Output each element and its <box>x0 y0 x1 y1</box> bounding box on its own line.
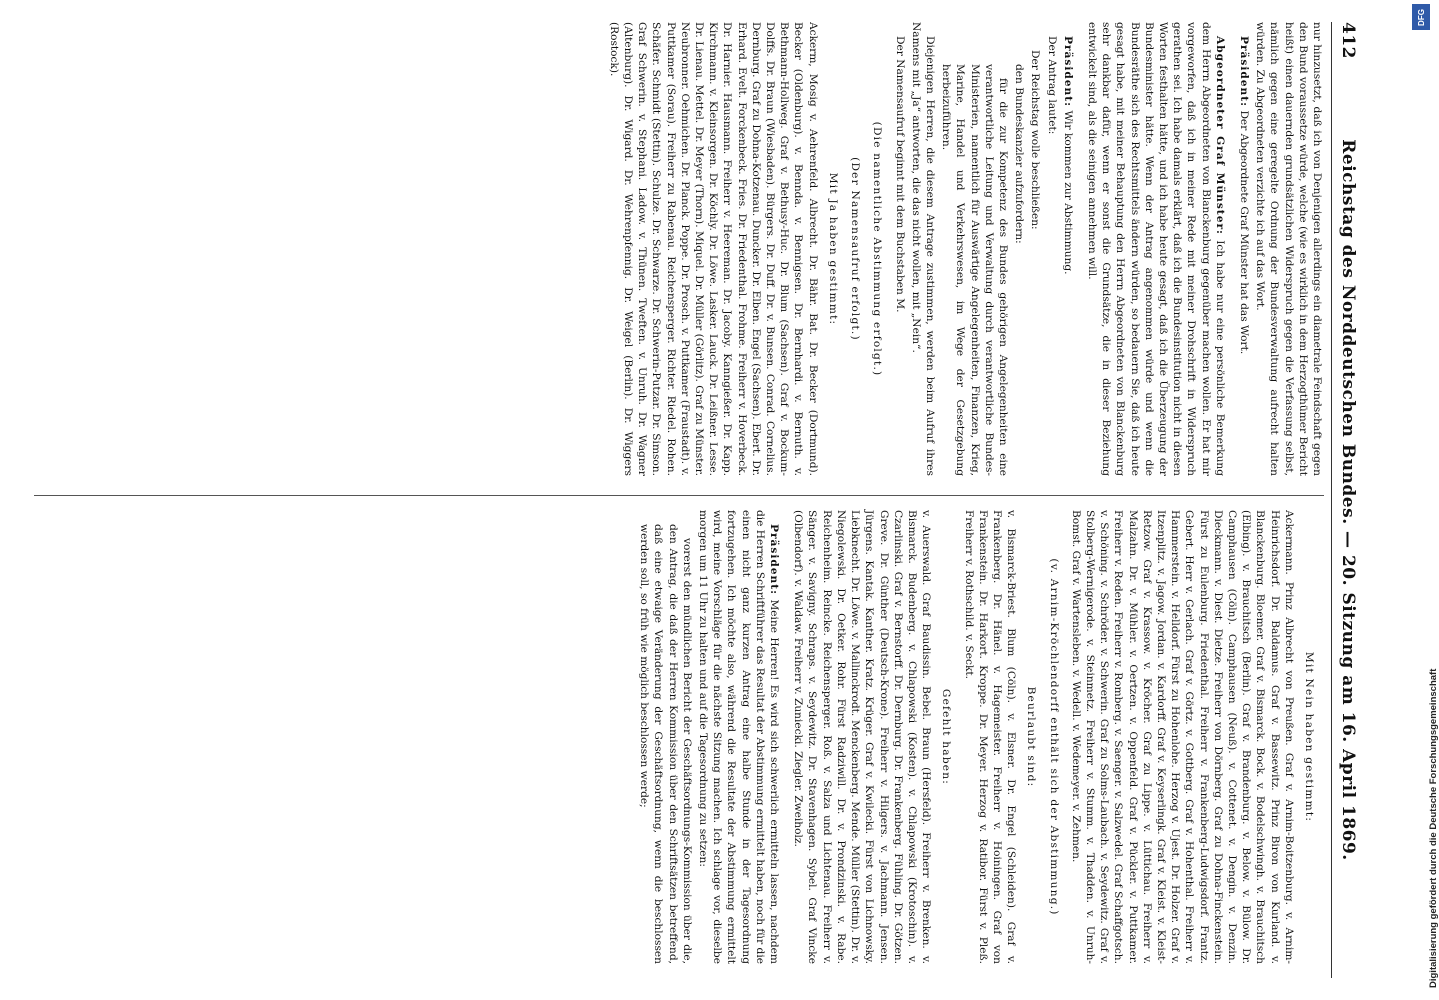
paragraph: Der Namensaufruf beginnt mit dem Buchstaben M. <box>893 36 906 313</box>
header-rule <box>1331 22 1332 978</box>
column-rule <box>34 495 1324 496</box>
paragraph: für die zur Kompetenz des Bundes gehörigen Angelegenheiten eine verantwortliche Leitung und Verwaltung durch verantwortliche Bundes-Ministerien, namentlich für Auswärtige Angelegenheiten, Finanzen, Krieg, Marine, Handel und Verkehrswesen, im Wege der Gesetzgebung herbeizuführen. <box>940 64 1009 476</box>
stage-direction: (v. Arnim-Kröchlendorff enthält sich der Abstimmung.) <box>1047 558 1060 916</box>
section-heading: Mit Ja haben gestimmt: <box>826 172 839 326</box>
name-list: v. Auerswald. Graf Baudissin. Bebel. Braun (Hersfeld). Freiherr v. Brenken. v. Bismarck. Budenberg. v. Chlapowski (Kosten). v. Chlapowski (Krotoschin). v. Czarlinski. Graf v. Bernstorff. Dr. Dernburg. Dr. Frankenberg. Fühling. Dr. Götzen. Greve. Dr. Günther (Deutsch-Krone). Freiherr v. Hilgers. v. Jachmann. Jensen. Jürgens. Kantak. Kanther. Kratz. Krüger. Graf v. Kwilecki. Fürst von Lichnowsky. Liebknecht. Dr. Löwe. v. Mallinckrodt. Menckenberg. Mende. Müller (Stettin). Dr. v. Niegolewski. Dr. Oetker. Rohr. Fürst Radziwill. Dr. v. Prondzinski. v. Rabe. Reichenheim. Reincke. Reichensperger. Roß. v. Salza und Lichtenau. Freiherr v. Sänger. v. Savigny. Schraps. v. Seydewitz. Dr. Stavenhagen. Sybel. Graf Vincke (Olbendorf). v. Waldaw. Freiherr v. Zuniecki. Ziegler. Zweiholz. <box>792 510 933 964</box>
stage-direction: (Der Namensaufruf erfolgt.) <box>849 157 862 341</box>
section-heading: Beurlaubt sind: <box>1025 686 1038 788</box>
running-header <box>1334 22 1360 978</box>
right-column <box>635 510 1324 964</box>
speaker: Präsident: <box>1237 36 1250 108</box>
dfg-logo: DFG <box>1412 4 1430 30</box>
paragraph: nur hinzusetzt, daß ich von Denjenigen allerdings ein diametrale Feindschaft gegen den Bund voraussetze würde, welche (wie es wirklich in dem Herzogthümer Bericht heißt) einen dauernden grundsätzlichen Widerspruch gegen die Verfassung selbst, nämlich gegen eine geregelte Ordnung der Bundesverwaltung aufrecht halten würden. Zu Abgeordneten verzichte ich auf das Wort. <box>1254 22 1323 476</box>
paragraph: Diejenigen Herren, die diesem Antrage zustimmen, werden beim Aufruf ihres Namens mit „Ja“ antworten, die das nicht wollen, mit „Nein“. <box>909 22 936 476</box>
name-list: Ackerm, Mosig v. Aehrenfeld. Albrecht. Dr. Bähr. Bat. Dr. Becker (Dortmund). Becker (Oldenburg). v. Bennda. v. Bennigsen. Dr. Bernhardi. v. Bernuth. v. Bethmann-Hollweg. Graf v. Bethusy-Huc. Dr. Blum (Sachsen). Graf v. Bockum-Dolffs. Dr. Braun (Wiesbaden). Bürgers. Dr. Duff. Dr. v. Bunsen. Conrad. Cornelius. Dernburg. Graf zu Dohna-Kotzenau. Duncker. Dr. Elben. Engel (Sachsen). Ebert. Dr. Erhard. Evelt. Forckenbeck. Fries. Dr. Friedenthal. Frohme. Freiherr v. Hoverbeck. Dr. Harnier. Hausmann. Freiherr v. Heereman. Dr. Jacoby. Kanngießer. Dr. Kapp. Kirchmann. v. Kleinsorgen. Dr. Köchly. Dr. Löwe. Lasker. Lauck. Dr. Leißner. Lesse. Dr. Lienau. Mettel. Dr. Meyer (Thorn). Miquel. Dr. Müller (Görlitz). Graf zu Münster. Neubronner. Oehmichen. Dr. Planck. Poppe. Dr. Prosch. v. Puttkamer (Fraustadt). v. Puttkamer (Sorau). Freiherr zu Rabenau. Reichensperger. Richter. Riedel. Rohen. Schäfer. Schmidt (Stettin). Schulze. Dr. Schwarze. Dr. Schwerin-Putzar. Dr. Simson. Graf Schwerin. v. Stephani. Ladow. v. Thünen. Tweften. v. Unruh. Dr. Wagner (Altenburg). Dr. Wigard. Dr. Wehrenpfennig. Dr. Weigel (Berlin). Dr. Wiggers (Rostock). <box>607 22 819 476</box>
paragraph-text: Ich habe nur eine persönliche Bemerkung dem Herrn Abgeordneten von Blanckenburg gegenüber machen wollen. Er hat mir vorgeworfen, daß ich in meiner Rede mit meiner Drohschrift in Widerspruch gerathen sei. Ich habe damals erklärt, daß ich die Bundesinstitution nicht in diesen Worten festhalten hätte, und ich habe heute gesagt, daß ich die Überzeugung der Bundesminister hätte. Wenn der Antrag angenommen würde und wenn die Bundesräthe sich des Rechtsmittels ändern würden, so bedauern Sie, daß ich heute gesagt habe, mit meiner Behauptung den Herrn Abgeordneten von Blanckenburg sehr dankbar dafür, wenn er sonst die Grundsätze, die in dieser Beziehung entwickelt sind, als die seinigen annehmen will. <box>1085 22 1226 476</box>
paragraph: Der Reichstag wolle beschließen: <box>1029 50 1042 230</box>
name-list: Ackermann. Prinz Albrecht von Preußen. Graf v. Arnim-Boitzenburg. v. Arnim-Heinrichsdorf. Dr. Baldamus. Graf v. Bassewitz. Prinz Biron von Kurland. v. Blanckenburg. Bloemer. Graf v. Bismarck. Bock. v. Bodelschwingh. v. Brauchitsch (Elbing). v. Brauchitsch (Berlin). Graf v. Brandenburg. v. Below. v. Bülow. Dr. Camphausen (Cöln). Camphausen (Neuß). v. Cottenet. v. Dengin. v. Denzin. Dieckmann. v. Diest. Dietze. Freiherr von Dörnberg. Graf zu Dohna-Finckenstein. Fürst zu Eulenburg. Friedenthal. Freiherr v. Frankenberg-Ludwigsdorf. Frantz. Gebert. Herr v. Gerlach. Graf v. Görtz. v. Gottberg. Graf v. Hohenthal. Freiherr v. Hammerstein. v. Helldorf. Fürst zu Hohenlohe. Herzog v. Ujest. Dr. Holzer. Graf v. Itzenplitz. v. Jagow. Jordan. v. Kardorff. Graf v. Keyserlingk. Graf v. Kleist. v. Kleist-Retzow. Graf v. Krassow. v. Kröcher. Graf zu Lippe. v. Lüttichau. Freiherr v. Malzahn. Dr. v. Mühler. v. Oertzen. v. Oppenfeld. Graf v. Pückler. v. Puttkamer. Freiherr v. Reden. Freiherr v. Romberg. v. Saenger. v. Salzwedel. Graf Schaffgotsch. v. Schöning. v. Schröder. v. Schwerin. Graf zu Solms-Laubach. v. Seydewitz. Graf v. Stolberg-Wernigerode. v. Steinmetz. Freiherr v. Stumm. v. Thadden. v. Unruh-Bomst. Graf v. Wartensleben. v. Wedell. v. Wedemeyer. v. Zehmen. <box>1069 510 1295 964</box>
speaker: Präsident: <box>1061 36 1074 108</box>
left-column <box>605 22 1324 476</box>
paragraph <box>1237 22 1251 476</box>
paragraph: Der Antrag lautet: <box>1045 36 1058 135</box>
paragraph-text: Meine Herren! Es wird sich schwerlich ermitteln lassen, nachdem die Herren Schriftführer das Resultat der Abstimmung ermittelt haben, noch für die einen nicht ganz kurzen Antrag eine halbe Stunde in der Tagesordnung fortzugehen. Ich möchte also, während die Resultate der Abstimmung ermittelt wird, meine Vorschläge für die nächste Sitzung machen. Ich schlage vor, dieselbe morgen um 11 Uhr zu halten und auf die Tagesordnung zu setzen: <box>697 510 781 965</box>
paragraph <box>1085 22 1227 476</box>
page-number: 412 <box>1338 22 1358 59</box>
speaker: Präsident: <box>768 524 781 596</box>
paragraph-text: Der Abgeordnete Graf Münster hat das Wort. <box>1237 110 1250 355</box>
credit-text: Digitalisierung gefördert durch die Deutsche Forschungsgemeinschaft <box>1428 668 1439 988</box>
paragraph <box>696 510 781 964</box>
name-list: v. Bismarck-Briest. Blum (Cöln). v. Elsner. Dr. Engel (Schleiden). Graf v. Frankenberg. Dr. Hänel. v. Hagemeister. Freiherr v. Hoiningen. Graf von Frankenstein. Dr. Harkort. Kroppe. Dr. Meyer. Herzog v. Ratibor. Fürst v. Pleß. Freiherr v. Rothschild. v. Seckt. <box>962 510 1018 964</box>
stage-direction: (Die namentliche Abstimmung erfolgt.) <box>871 121 884 377</box>
header-title: Reichstag des Norddeutschen Bundes. — 20. Sitzung am 16. April 1869. <box>1338 139 1358 861</box>
paragraph <box>1061 22 1075 476</box>
paragraph: den Bundeskanzler aufzufordern: <box>1013 64 1026 244</box>
page-content <box>20 22 1360 978</box>
section-heading: Gefehlt haben: <box>940 688 953 786</box>
paragraph: vorerst den mündlichen Bericht der Geschäftsordnungs-Kommission über die, den Antrag, die daß der Herren Kommission über den Schriftsätzen betreffend, daß eine etwaige Veränderung der Geschäftsordnung, wenn die beschlossen werden soll, so früh wie möglich beschlossen werde; <box>638 524 693 964</box>
section-heading: Mit Nein haben gestimmt: <box>1303 651 1315 823</box>
speaker: Abgeordneter Graf Münster: <box>1213 36 1226 235</box>
paragraph-text: Wir kommen zur Abstimmung. <box>1061 110 1074 275</box>
